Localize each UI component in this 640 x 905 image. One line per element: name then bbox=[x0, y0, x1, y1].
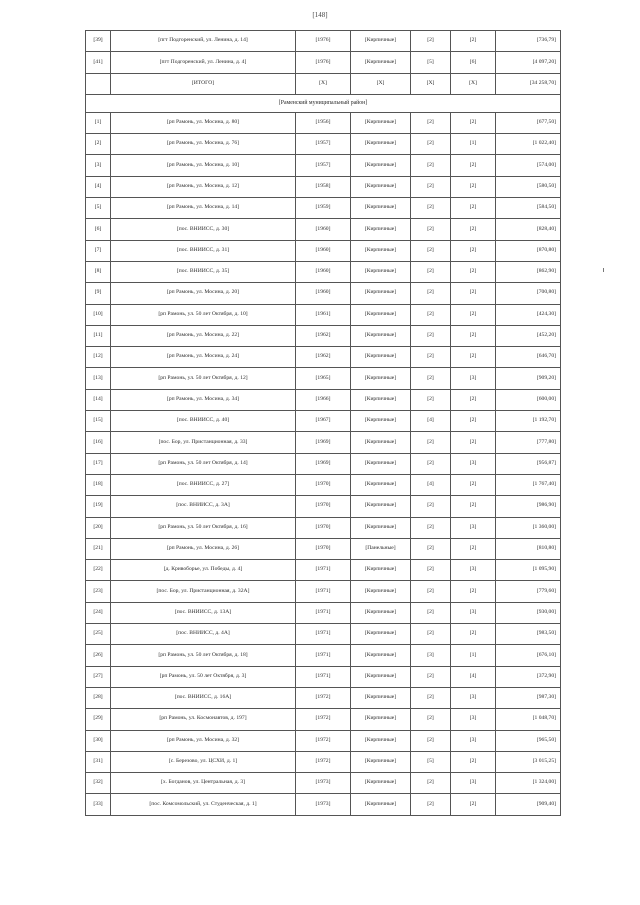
row-year: [1957] bbox=[296, 134, 351, 155]
row-material: [Кирпичные] bbox=[351, 134, 411, 155]
row-floors: [2] bbox=[411, 432, 451, 453]
row-year: [1966] bbox=[296, 389, 351, 410]
row-cost: [909,40] bbox=[496, 794, 561, 815]
row-address: [рп Рамонь, ул. Мосина, д. 10] bbox=[111, 155, 296, 176]
row-cost: [777,80] bbox=[496, 432, 561, 453]
row-number: [7] bbox=[86, 240, 111, 261]
row-number: [9] bbox=[86, 283, 111, 304]
table-row bbox=[86, 389, 561, 410]
row-number: [8] bbox=[86, 261, 111, 282]
row-address: [пгт Подгоренский, ул. Ленина, д. 14] bbox=[111, 31, 296, 52]
row-number: [17] bbox=[86, 453, 111, 474]
table-row bbox=[86, 453, 561, 474]
row-entrances: [2] bbox=[451, 261, 496, 282]
table-row bbox=[86, 411, 561, 432]
row-floors: [2] bbox=[411, 347, 451, 368]
row-floors: [2] bbox=[411, 581, 451, 602]
row-cost: [779,60] bbox=[496, 581, 561, 602]
row-material: [Кирпичные] bbox=[351, 411, 411, 432]
row-address: [пос. ВНИИСС, д. 35] bbox=[111, 261, 296, 282]
row-number: [18] bbox=[86, 474, 111, 495]
table-row bbox=[86, 560, 561, 581]
row-floors: [5] bbox=[411, 52, 451, 73]
row-floors: [2] bbox=[411, 31, 451, 52]
row-number: [6] bbox=[86, 219, 111, 240]
row-year: [1958] bbox=[296, 176, 351, 197]
table-row bbox=[86, 496, 561, 517]
row-material: [Кирпичные] bbox=[351, 581, 411, 602]
row-number: [2] bbox=[86, 134, 111, 155]
row-address: [рп Рамонь, ул. Мосина, д. 22] bbox=[111, 325, 296, 346]
row-floors: [2] bbox=[411, 666, 451, 687]
row-floors: [2] bbox=[411, 198, 451, 219]
row-material: [Кирпичные] bbox=[351, 432, 411, 453]
row-material: [Кирпичные] bbox=[351, 219, 411, 240]
row-entrances: [3] bbox=[451, 602, 496, 623]
row-material: [Кирпичные] bbox=[351, 560, 411, 581]
row-number: [32] bbox=[86, 773, 111, 794]
table-row bbox=[86, 240, 561, 261]
row-material: [Кирпичные] bbox=[351, 730, 411, 751]
row-floors: [2] bbox=[411, 325, 451, 346]
row-entrances: [2] bbox=[451, 31, 496, 52]
row-entrances: [2] bbox=[451, 751, 496, 772]
row-floors: [2] bbox=[411, 730, 451, 751]
row-entrances: [2] bbox=[451, 240, 496, 261]
row-number: [26] bbox=[86, 645, 111, 666]
row-year: [1976] bbox=[296, 52, 351, 73]
row-number: [5] bbox=[86, 198, 111, 219]
row-entrances: [2] bbox=[451, 411, 496, 432]
row-floors: [2] bbox=[411, 709, 451, 730]
row-address: [рп Рамонь, ул. Мосина, д. 26] bbox=[111, 538, 296, 559]
row-entrances: [3] bbox=[451, 709, 496, 730]
row-material: [Панельные] bbox=[351, 538, 411, 559]
row-floors: [2] bbox=[411, 560, 451, 581]
row-cost: [870,80] bbox=[496, 240, 561, 261]
table-body-top bbox=[86, 31, 561, 95]
row-number: [20] bbox=[86, 517, 111, 538]
table-row bbox=[86, 730, 561, 751]
row-address: [рп Рамонь, ул. 50 лет Октября, д. 12] bbox=[111, 368, 296, 389]
row-year: [1957] bbox=[296, 155, 351, 176]
row-cost: [862,90] bbox=[496, 261, 561, 282]
row-year: [1973] bbox=[296, 773, 351, 794]
row-material: [Кирпичные] bbox=[351, 773, 411, 794]
row-entrances: [2] bbox=[451, 219, 496, 240]
table-row bbox=[86, 666, 561, 687]
table-row bbox=[86, 261, 561, 282]
row-material: [Кирпичные] bbox=[351, 155, 411, 176]
row-number: [13] bbox=[86, 368, 111, 389]
table-row bbox=[86, 325, 561, 346]
row-floors: [2] bbox=[411, 368, 451, 389]
row-material: [Кирпичные] bbox=[351, 240, 411, 261]
table-row bbox=[86, 134, 561, 155]
row-number: [41] bbox=[86, 52, 111, 73]
table-row bbox=[86, 794, 561, 815]
row-year: [1976] bbox=[296, 31, 351, 52]
row-number: [14] bbox=[86, 389, 111, 410]
row-address: [ИТОГО] bbox=[111, 73, 296, 94]
table-row bbox=[86, 538, 561, 559]
row-material: [Кирпичные] bbox=[351, 261, 411, 282]
row-address: [пос. ВНИИСС, д. 16А] bbox=[111, 687, 296, 708]
table-row bbox=[86, 517, 561, 538]
row-material: [Кирпичные] bbox=[351, 624, 411, 645]
table-row bbox=[86, 773, 561, 794]
table-row bbox=[86, 176, 561, 197]
row-entrances: [1] bbox=[451, 134, 496, 155]
row-cost: [1 048,70] bbox=[496, 709, 561, 730]
section-row bbox=[86, 94, 561, 112]
row-address: [пос. ВНИИСС, д. 30] bbox=[111, 219, 296, 240]
table-row bbox=[86, 52, 561, 73]
row-number: [11] bbox=[86, 325, 111, 346]
row-address: [рп Рамонь, ул. 50 лет Октября, д. 18] bbox=[111, 645, 296, 666]
row-material: [Кирпичные] bbox=[351, 474, 411, 495]
row-floors: [2] bbox=[411, 283, 451, 304]
row-cost: [676,10] bbox=[496, 645, 561, 666]
row-material: [Кирпичные] bbox=[351, 52, 411, 73]
row-year: [1962] bbox=[296, 347, 351, 368]
row-material: [Кирпичные] bbox=[351, 602, 411, 623]
table-row bbox=[86, 219, 561, 240]
row-year: [1971] bbox=[296, 581, 351, 602]
row-floors: [2] bbox=[411, 773, 451, 794]
row-material: [X] bbox=[351, 73, 411, 94]
row-address: [с. Березово, ул. ЦСХИ, д. 1] bbox=[111, 751, 296, 772]
row-floors: [4] bbox=[411, 411, 451, 432]
row-entrances: [2] bbox=[451, 624, 496, 645]
row-entrances: [2] bbox=[451, 432, 496, 453]
row-year: [1960] bbox=[296, 219, 351, 240]
row-entrances: [3] bbox=[451, 773, 496, 794]
table-row bbox=[86, 432, 561, 453]
row-floors: [2] bbox=[411, 134, 451, 155]
row-cost: [983,50] bbox=[496, 624, 561, 645]
row-floors: [2] bbox=[411, 219, 451, 240]
row-material: [Кирпичные] bbox=[351, 347, 411, 368]
table-row bbox=[86, 31, 561, 52]
row-material: [Кирпичные] bbox=[351, 368, 411, 389]
row-number: [31] bbox=[86, 751, 111, 772]
row-address: [х. Богданов, ул. Центральная, д. 3] bbox=[111, 773, 296, 794]
row-entrances: [2] bbox=[451, 283, 496, 304]
row-floors: [2] bbox=[411, 517, 451, 538]
table-row bbox=[86, 283, 561, 304]
row-cost: [1 095,90] bbox=[496, 560, 561, 581]
row-number: [27] bbox=[86, 666, 111, 687]
row-floors: [2] bbox=[411, 794, 451, 815]
row-material: [Кирпичные] bbox=[351, 709, 411, 730]
row-entrances: [2] bbox=[451, 198, 496, 219]
row-number: [28] bbox=[86, 687, 111, 708]
row-number: [24] bbox=[86, 602, 111, 623]
row-number: [10] bbox=[86, 304, 111, 325]
row-address: [рп Рамонь, ул. Космонавтов, д. 197] bbox=[111, 709, 296, 730]
row-floors: [2] bbox=[411, 176, 451, 197]
row-cost: [1 360,00] bbox=[496, 517, 561, 538]
margin-mark bbox=[603, 268, 604, 272]
row-number: [1] bbox=[86, 112, 111, 133]
row-cost: [600,00] bbox=[496, 389, 561, 410]
row-address: [рп Рамонь, ул. Мосина, д. 20] bbox=[111, 283, 296, 304]
row-address: [пос. Комсомольский, ул. Студенческая, д. 1] bbox=[111, 794, 296, 815]
row-entrances: [1] bbox=[451, 645, 496, 666]
row-floors: [2] bbox=[411, 453, 451, 474]
row-cost: [452,20] bbox=[496, 325, 561, 346]
row-cost: [677,50] bbox=[496, 112, 561, 133]
row-entrances: [3] bbox=[451, 517, 496, 538]
row-cost: [372,90] bbox=[496, 666, 561, 687]
row-number: [3] bbox=[86, 155, 111, 176]
table-row bbox=[86, 368, 561, 389]
row-cost: [584,50] bbox=[496, 198, 561, 219]
row-material: [Кирпичные] bbox=[351, 751, 411, 772]
row-floors: [4] bbox=[411, 474, 451, 495]
table-row bbox=[86, 602, 561, 623]
row-entrances: [2] bbox=[451, 176, 496, 197]
row-floors: [2] bbox=[411, 496, 451, 517]
row-material: [Кирпичные] bbox=[351, 687, 411, 708]
row-number: [4] bbox=[86, 176, 111, 197]
table-body-main bbox=[86, 112, 561, 815]
row-cost: [736,79] bbox=[496, 31, 561, 52]
table-row bbox=[86, 751, 561, 772]
row-floors: [2] bbox=[411, 602, 451, 623]
row-entrances: [3] bbox=[451, 687, 496, 708]
table-row bbox=[86, 304, 561, 325]
table-row bbox=[86, 112, 561, 133]
row-address: [пос. ВНИИСС, д. 3А] bbox=[111, 496, 296, 517]
row-material: [Кирпичные] bbox=[351, 794, 411, 815]
row-address: [рп Рамонь, ул. 50 лет Октября, д. 10] bbox=[111, 304, 296, 325]
row-number: [29] bbox=[86, 709, 111, 730]
row-floors: [2] bbox=[411, 112, 451, 133]
row-entrances: [2] bbox=[451, 389, 496, 410]
row-number: [21] bbox=[86, 538, 111, 559]
row-entrances: [2] bbox=[451, 538, 496, 559]
row-address: [рп Рамонь, ул. Мосина, д. 12] bbox=[111, 176, 296, 197]
row-number: [30] bbox=[86, 730, 111, 751]
row-floors: [2] bbox=[411, 304, 451, 325]
row-address: [рп Рамонь, ул. Мосина, д. 14] bbox=[111, 198, 296, 219]
row-cost: [930,00] bbox=[496, 602, 561, 623]
row-year: [1965] bbox=[296, 368, 351, 389]
row-year: [1970] bbox=[296, 538, 351, 559]
table-row bbox=[86, 645, 561, 666]
table-row bbox=[86, 198, 561, 219]
row-address: [рп Рамонь, ул. Мосина, д. 76] bbox=[111, 134, 296, 155]
row-floors: [2] bbox=[411, 389, 451, 410]
row-year: [1961] bbox=[296, 304, 351, 325]
row-address: [пос. ВНИИСС, д. 31] bbox=[111, 240, 296, 261]
row-entrances: [X] bbox=[451, 73, 496, 94]
row-number: [25] bbox=[86, 624, 111, 645]
row-material: [Кирпичные] bbox=[351, 645, 411, 666]
row-floors: [2] bbox=[411, 261, 451, 282]
row-entrances: [3] bbox=[451, 730, 496, 751]
row-year: [1969] bbox=[296, 453, 351, 474]
row-year: [1970] bbox=[296, 474, 351, 495]
row-entrances: [2] bbox=[451, 474, 496, 495]
row-year: [1972] bbox=[296, 709, 351, 730]
row-address: [рп Рамонь, ул. 50 лет Октября, д. 14] bbox=[111, 453, 296, 474]
row-cost: [424,30] bbox=[496, 304, 561, 325]
row-entrances: [2] bbox=[451, 112, 496, 133]
row-material: [Кирпичные] bbox=[351, 112, 411, 133]
row-entrances: [2] bbox=[451, 304, 496, 325]
row-year: [X] bbox=[296, 73, 351, 94]
housing-registry-table bbox=[85, 30, 561, 816]
row-floors: [2] bbox=[411, 155, 451, 176]
row-address: [пос. ВНИИСС, д. 4А] bbox=[111, 624, 296, 645]
table-row bbox=[86, 73, 561, 94]
table-row bbox=[86, 155, 561, 176]
row-material: [Кирпичные] bbox=[351, 304, 411, 325]
row-floors: [2] bbox=[411, 538, 451, 559]
row-entrances: [6] bbox=[451, 52, 496, 73]
row-cost: [34 258,70] bbox=[496, 73, 561, 94]
row-address: [пгт Подгоренский, ул. Ленина, д. 4] bbox=[111, 52, 296, 73]
row-year: [1967] bbox=[296, 411, 351, 432]
row-floors: [2] bbox=[411, 687, 451, 708]
row-material: [Кирпичные] bbox=[351, 176, 411, 197]
row-material: [Кирпичные] bbox=[351, 453, 411, 474]
row-address: [рп Рамонь, ул. 50 лет Октября, д. 16] bbox=[111, 517, 296, 538]
section-title: [Раменский муниципальный район] bbox=[86, 94, 561, 112]
row-year: [1956] bbox=[296, 112, 351, 133]
row-address: [рп Рамонь, ул. Мосина, д. 34] bbox=[111, 389, 296, 410]
row-cost: [646,70] bbox=[496, 347, 561, 368]
row-entrances: [2] bbox=[451, 496, 496, 517]
row-cost: [810,80] bbox=[496, 538, 561, 559]
row-entrances: [2] bbox=[451, 155, 496, 176]
row-cost: [1 767,40] bbox=[496, 474, 561, 495]
row-address: [рп Рамонь, ул. Мосина, д. 32] bbox=[111, 730, 296, 751]
row-year: [1971] bbox=[296, 560, 351, 581]
table-row bbox=[86, 687, 561, 708]
row-year: [1960] bbox=[296, 240, 351, 261]
row-entrances: [2] bbox=[451, 325, 496, 346]
row-cost: [580,50] bbox=[496, 176, 561, 197]
row-year: [1972] bbox=[296, 751, 351, 772]
table-row bbox=[86, 581, 561, 602]
row-year: [1972] bbox=[296, 687, 351, 708]
row-address: [пос. Бор, ул. Пристанционная, д. 33] bbox=[111, 432, 296, 453]
row-year: [1960] bbox=[296, 261, 351, 282]
row-address: [рп Рамонь, ул. Мосина, д. 80] bbox=[111, 112, 296, 133]
row-number: [39] bbox=[86, 31, 111, 52]
row-material: [Кирпичные] bbox=[351, 496, 411, 517]
row-address: [пос. ВНИИСС, д. 40] bbox=[111, 411, 296, 432]
row-year: [1972] bbox=[296, 730, 351, 751]
row-year: [1971] bbox=[296, 624, 351, 645]
row-floors: [2] bbox=[411, 624, 451, 645]
row-address: [д. Кривоборье, ул. Победы, д. 4] bbox=[111, 560, 296, 581]
row-year: [1959] bbox=[296, 198, 351, 219]
row-cost: [1 022,40] bbox=[496, 134, 561, 155]
row-cost: [987,30] bbox=[496, 687, 561, 708]
table-row bbox=[86, 474, 561, 495]
row-address: [пос. ВНИИСС, д. 13А] bbox=[111, 602, 296, 623]
row-number: [22] bbox=[86, 560, 111, 581]
row-address: [рп Рамонь, ул. Мосина, д. 24] bbox=[111, 347, 296, 368]
row-cost: [909,20] bbox=[496, 368, 561, 389]
row-floors: [X] bbox=[411, 73, 451, 94]
row-number: [19] bbox=[86, 496, 111, 517]
row-material: [Кирпичные] bbox=[351, 517, 411, 538]
row-year: [1960] bbox=[296, 283, 351, 304]
row-material: [Кирпичные] bbox=[351, 666, 411, 687]
row-year: [1971] bbox=[296, 645, 351, 666]
row-cost: [965,50] bbox=[496, 730, 561, 751]
row-floors: [5] bbox=[411, 751, 451, 772]
row-entrances: [2] bbox=[451, 347, 496, 368]
table-row bbox=[86, 347, 561, 368]
row-number: [12] bbox=[86, 347, 111, 368]
row-year: [1970] bbox=[296, 496, 351, 517]
table-row bbox=[86, 624, 561, 645]
page-number: [148] bbox=[312, 11, 328, 19]
row-cost: [3 015,25] bbox=[496, 751, 561, 772]
row-entrances: [3] bbox=[451, 560, 496, 581]
row-material: [Кирпичные] bbox=[351, 283, 411, 304]
row-number: [33] bbox=[86, 794, 111, 815]
row-cost: [956,87] bbox=[496, 453, 561, 474]
row-year: [1973] bbox=[296, 794, 351, 815]
row-address: [пос. ВНИИСС, д. 27] bbox=[111, 474, 296, 495]
table-row bbox=[86, 709, 561, 730]
row-cost: [828,40] bbox=[496, 219, 561, 240]
row-year: [1971] bbox=[296, 666, 351, 687]
row-entrances: [2] bbox=[451, 794, 496, 815]
row-cost: [1 324,00] bbox=[496, 773, 561, 794]
row-cost: [1 192,70] bbox=[496, 411, 561, 432]
row-material: [Кирпичные] bbox=[351, 325, 411, 346]
row-floors: [2] bbox=[411, 240, 451, 261]
row-cost: [574,00] bbox=[496, 155, 561, 176]
row-address: [пос. Бор, ул. Пристанционная, д. 32А] bbox=[111, 581, 296, 602]
row-address: [рп Рамонь, ул. 50 лет Октября, д. 3] bbox=[111, 666, 296, 687]
row-cost: [4 097,20] bbox=[496, 52, 561, 73]
row-material: [Кирпичные] bbox=[351, 389, 411, 410]
row-number: [23] bbox=[86, 581, 111, 602]
row-number: [16] bbox=[86, 432, 111, 453]
row-entrances: [3] bbox=[451, 368, 496, 389]
row-year: [1971] bbox=[296, 602, 351, 623]
row-year: [1962] bbox=[296, 325, 351, 346]
row-material: [Кирпичные] bbox=[351, 31, 411, 52]
row-floors: [3] bbox=[411, 645, 451, 666]
row-cost: [700,80] bbox=[496, 283, 561, 304]
row-number bbox=[86, 73, 111, 94]
section-header bbox=[86, 94, 561, 112]
row-entrances: [2] bbox=[451, 581, 496, 602]
row-year: [1969] bbox=[296, 432, 351, 453]
row-material: [Кирпичные] bbox=[351, 198, 411, 219]
row-cost: [986,90] bbox=[496, 496, 561, 517]
row-year: [1970] bbox=[296, 517, 351, 538]
row-entrances: [3] bbox=[451, 453, 496, 474]
row-entrances: [4] bbox=[451, 666, 496, 687]
row-number: [15] bbox=[86, 411, 111, 432]
